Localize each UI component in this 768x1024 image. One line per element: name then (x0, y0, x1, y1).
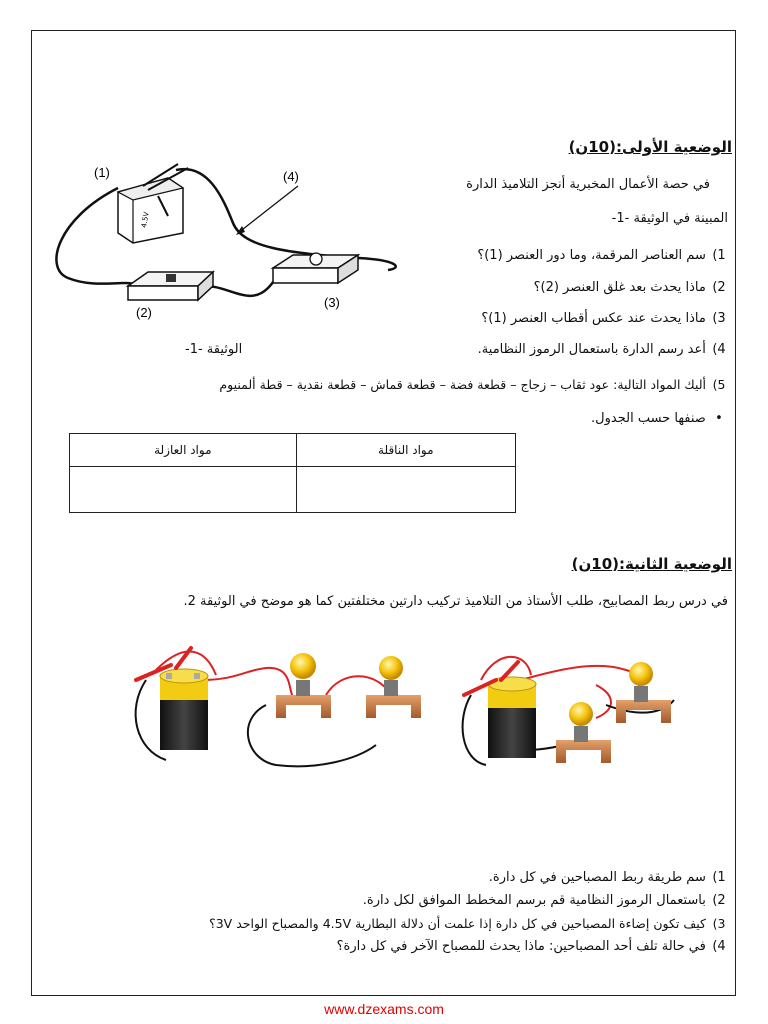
question-number: 2) (712, 893, 726, 908)
battery (160, 669, 208, 750)
lamp (366, 656, 421, 718)
footer-url[interactable]: www.dzexams.com (324, 1001, 444, 1017)
lamp-bulb-icon (379, 656, 403, 680)
switch (128, 272, 213, 300)
situation1-heading: الوضعية الأولى:(10ن) (568, 138, 732, 156)
s2-question-4 (337, 939, 728, 954)
situation2-intro: في درس ربط المصابيح، طلب الأستاذ من التلاميذ تركيب دارتين مختلفتين كما هو موضح في الوثيقة 2. (183, 594, 728, 609)
lamp-holder (273, 253, 358, 283)
wire (176, 169, 396, 270)
question-number: 3) (712, 311, 726, 326)
lamp (276, 653, 331, 718)
lamp-bulb-icon (310, 253, 322, 265)
label-3: (3) (324, 295, 340, 310)
question-text: في حالة تلف أحد المصباحين: ماذا يحدث للمصباح الآخر في كل دارة؟ (336, 939, 706, 954)
label-1: (1) (94, 165, 110, 180)
question-text: باستعمال الرموز النظامية قم برسم المخطط الموافق لكل دارة. (362, 893, 706, 908)
figure1-circuit (48, 158, 420, 348)
situation2-heading: الوضعية الثانية:(10ن) (571, 555, 732, 573)
column-conductors: مواد الناقلة (296, 434, 515, 467)
question-number: 4) (712, 939, 726, 954)
question-text: سم طريقة ربط المصباحين في كل دارة. (488, 870, 706, 885)
label-4: (4) (283, 169, 299, 184)
circuit-series (136, 648, 421, 766)
s2-question-3 (209, 916, 728, 931)
question-5 (219, 377, 728, 392)
question-number: 5) (712, 377, 726, 392)
cell-insulators[interactable] (70, 467, 297, 513)
question-number: 3) (712, 916, 726, 931)
question-3 (481, 311, 728, 326)
cell-conductors[interactable] (296, 467, 515, 513)
question-number: 1) (712, 870, 726, 885)
column-insulators: مواد العازلة (70, 434, 297, 467)
s2-question-2 (363, 893, 728, 908)
lamp-bulb-icon (290, 653, 316, 679)
question-text: سم العناصر المرقمة، وما دور العنصر (1)؟ (477, 248, 706, 263)
situation1-intro-line1: في حصة الأعمال المخبرية أنجز التلاميذ الدارة (466, 177, 710, 192)
lamp-bulb-icon (569, 702, 593, 726)
question-text: كيف تكون إضاءة المصباحين في كل دارة إذا علمت أن دلالة البطارية 4.5V والمصباح الواحد 3V؟ (209, 916, 707, 931)
question-text: ماذا يحدث بعد غلق العنصر (2)؟ (533, 280, 706, 295)
circuit-parallel (463, 657, 674, 765)
lamp-bulb-icon (629, 662, 653, 686)
figure2-circuits (126, 640, 686, 790)
question-text: أليك المواد التالية: عود ثقاب – زجاج – قطعة فضة – قطعة قماش – قطعة نقدية – قطة ألمنيوم (219, 377, 707, 392)
bullet-icon: • (715, 411, 723, 426)
label-2: (2) (136, 305, 152, 320)
battery (488, 677, 536, 758)
classification-table (69, 433, 516, 513)
question-2 (534, 280, 728, 295)
s2-question-1 (489, 870, 728, 885)
figure1-caption: الوثيقة -1- (185, 342, 243, 357)
question-number: 4) (712, 342, 726, 357)
question-1 (477, 248, 728, 263)
battery-voltage: 4.5V (140, 211, 151, 229)
question-4 (478, 342, 728, 357)
bullet-item (591, 411, 728, 426)
arrow-pointer (238, 186, 298, 233)
question-number: 2) (712, 280, 726, 295)
situation1-intro-line2: المبينة في الوثيقة -1- (611, 211, 728, 226)
question-number: 1) (712, 248, 726, 263)
bullet-text: صنفها حسب الجدول. (591, 411, 706, 426)
lamp (556, 702, 611, 763)
question-text: أعد رسم الدارة باستعمال الرموز النظامية. (477, 342, 706, 357)
lamp (616, 662, 671, 723)
question-text: ماذا يحدث عند عكس أقطاب العنصر (1)؟ (481, 311, 706, 326)
